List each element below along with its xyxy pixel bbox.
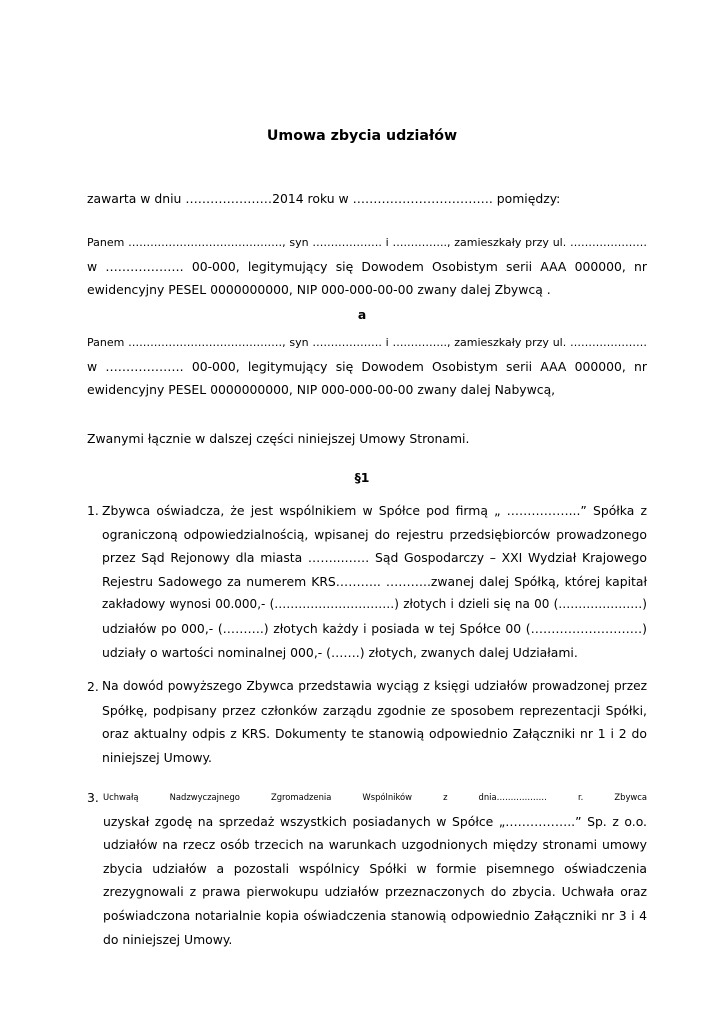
- party1-line: w ………………. 00-000, legitymujący się Dowodem Osobistym serii AAA 000000, nr: [87, 258, 647, 274]
- clause-line: zrezygnowali z prawa pierwokupu udziałów przeznaczonych do zbycia. Uchwała oraz: [103, 884, 647, 900]
- clause-body: [103, 786, 647, 951]
- party2-paragraph: [87, 331, 647, 402]
- section-mark: §1: [354, 470, 370, 485]
- clause-item-1: [87, 499, 647, 664]
- clause-line: do niniejszej Umowy.: [103, 931, 233, 947]
- clause-line: przez Sąd Rejonowy dla miasta ……...…… Sąd Gospodarczy – XXI Wydział Krajowego: [102, 550, 647, 566]
- clause-line: uzyskał zgodę na sprzedaż wszystkich posiadanych w Spółce „……………..” Sp. z o.o.: [103, 813, 647, 829]
- clause-number: 2.: [87, 679, 99, 694]
- intro-line: zawarta w dniu …………………2014 roku w ……………………………. pomiędzy:: [87, 191, 561, 206]
- clause-number: 3.: [87, 790, 99, 805]
- clause-line: Zbywca oświadcza, że jest wspólnikiem w Spółce pod firmą „ ……………...” Spółka z: [102, 503, 647, 518]
- clause-line: udziały o wartości nominalnej 000,- (…….) złotych, zwanych dalej Udziałami.: [102, 644, 578, 660]
- clause-line: ograniczoną odpowiedzialnością, wpisanej do rejestru przedsiębiorców prowadzonego: [102, 526, 647, 542]
- party1-paragraph: [87, 231, 647, 302]
- clause-line: zakładowy wynosi 00.000,- (…………………………) złotych i dzieli się na 00 (…………………): [102, 597, 647, 612]
- clause-line: zbycia udziałów a pozostali wspólnicy Spółki w formie pisemnego oświadczenia: [103, 860, 647, 876]
- party1-line: Panem ……………………………………, syn ………………. i ….……….., zamieszkały przy ul. …………………: [87, 236, 647, 249]
- party2-line: ewidencyjny PESEL 0000000000, NIP 000-000-00-00 zwany dalej Nabywcą,: [87, 382, 556, 397]
- clause-line: udziałów na rzecz osób trzecich na warunkach uzgodnionych między stronami umowy: [103, 837, 647, 853]
- clause-line: Na dowód powyższego Zbywca przedstawia wyciąg z księgi udziałów prowadzonej przez: [102, 679, 647, 693]
- clause-item-3: [87, 786, 647, 951]
- clause-number: 1.: [87, 503, 99, 518]
- clause-line: poświadczona notarialnie kopia oświadczenia stanowią odpowiednio Załączniki nr 3 i 4: [103, 907, 647, 923]
- party2-line: w ………………. 00-000, legitymujący się Dowodem Osobistym serii AAA 000000, nr: [87, 358, 647, 374]
- clause-body: [102, 499, 647, 664]
- party1-line: ewidencyjny PESEL 0000000000, NIP 000-000-00-00 zwany dalej Zbywcą .: [87, 282, 551, 297]
- clause-item-2: [87, 675, 647, 769]
- clause-body: [102, 675, 647, 769]
- clause-line: Spółkę, podpisany przez członków zarządu zgodnie ze sposobem reprezentacji Spółki,: [102, 702, 647, 718]
- clause-line: oraz aktualny odpis z KRS. Dokumenty te stanowią odpowiednio Załączniki nr 1 i 2 do: [102, 726, 647, 742]
- clause-line: Uchwałą Nadzwyczajnego Zgromadzenia Wspólników z dnia……………… r. Zbywca: [103, 792, 647, 802]
- party2-line: Panem ……………………………………, syn ………………. i ….……….., zamieszkały przy ul. …………………: [87, 336, 647, 349]
- conjunction-label: a: [357, 307, 367, 322]
- clause-line: udziałów po 000,- (……….) złotych każdy i posiada w tej Spółce 00 (………………………): [102, 620, 647, 636]
- document-title: Umowa zbycia udziałów: [266, 128, 458, 144]
- clause-line: Rejestru Sadowego za numerem KRS……….. ………..zwanej dalej Spółką, której kapitał: [102, 573, 647, 589]
- parties-together-line: Zwanymi łącznie w dalszej części niniejszej Umowy Stronami.: [87, 431, 470, 446]
- clause-line: niniejszej Umowy.: [102, 749, 212, 765]
